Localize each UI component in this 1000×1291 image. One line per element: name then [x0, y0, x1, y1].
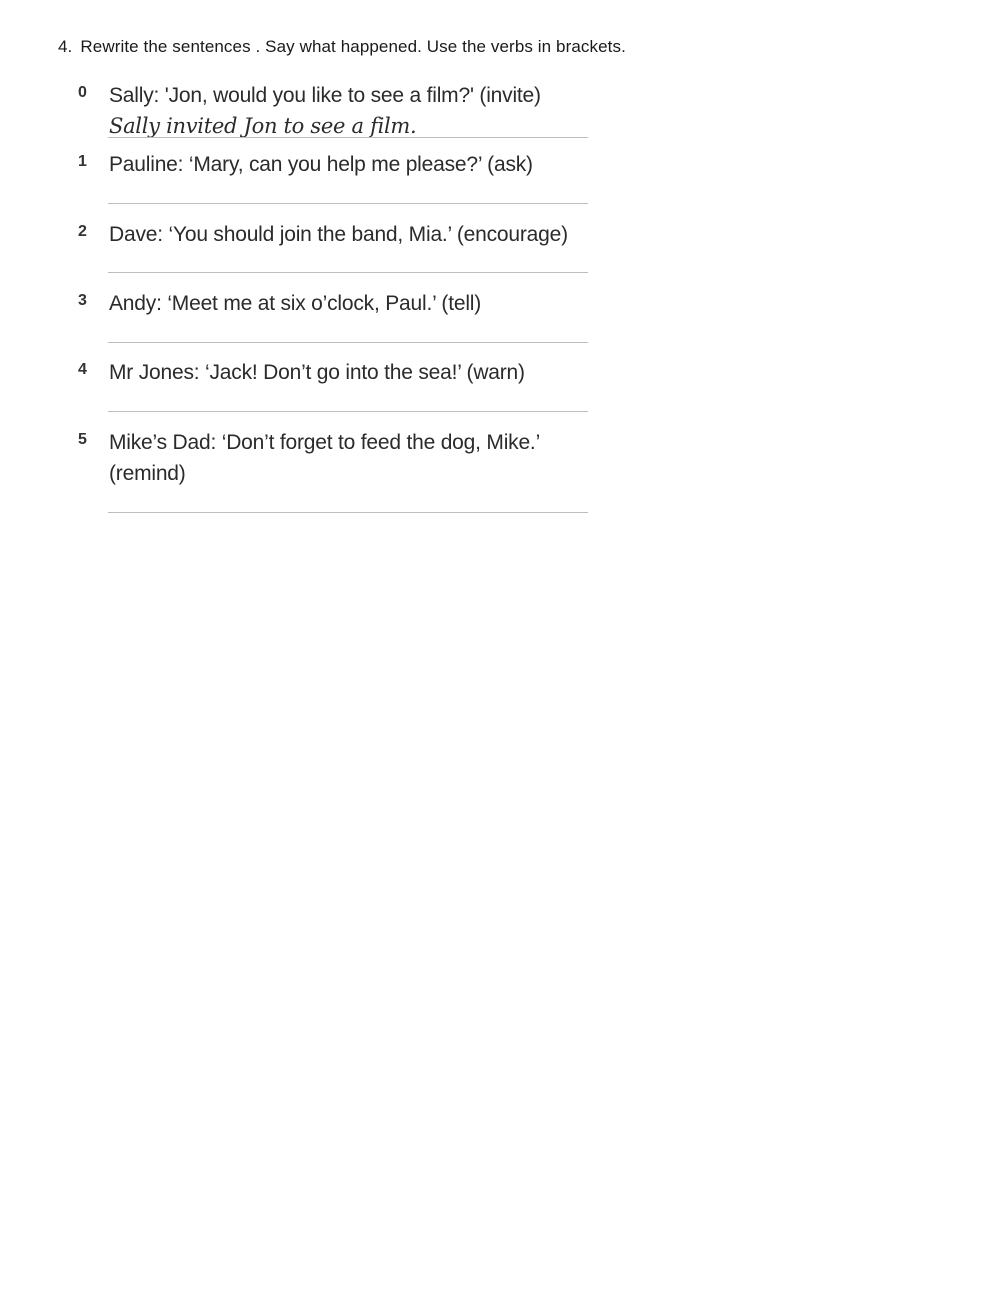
answer-line[interactable]	[108, 272, 588, 273]
item-number: 1	[78, 153, 87, 170]
answer-line[interactable]	[108, 203, 588, 204]
answer-line[interactable]	[108, 342, 588, 343]
item-number: 2	[78, 223, 87, 240]
item-prompt: Pauline: ‘Mary, can you help me please?’ (ask)	[109, 153, 533, 176]
instruction-text: Rewrite the sentences . Say what happened. Use the verbs in brackets.	[80, 37, 626, 56]
answer-line[interactable]	[108, 137, 588, 138]
item-number: 5	[78, 431, 87, 448]
item-number: 0	[78, 84, 87, 101]
item-prompt: Andy: ‘Meet me at six o’clock, Paul.’ (tell)	[109, 292, 482, 315]
answer-line[interactable]	[108, 411, 588, 412]
item-prompt: Sally: 'Jon, would you like to see a film?' (invite)	[109, 84, 541, 107]
exercise-number: 4.	[58, 37, 73, 56]
item-prompt: Mr Jones: ‘Jack! Don’t go into the sea!’ (warn)	[109, 361, 525, 384]
item-number: 3	[78, 292, 87, 309]
item-prompt: Mike’s Dad: ‘Don’t forget to feed the dog, Mike.’ (remind)	[109, 431, 540, 485]
sample-answer: Sally invited Jon to see a film.	[109, 114, 417, 138]
exercise-instruction	[58, 37, 626, 57]
item-number: 4	[78, 361, 87, 378]
answer-line[interactable]	[108, 512, 588, 513]
item-prompt: Dave: ‘You should join the band, Mia.’ (encourage)	[109, 223, 568, 246]
